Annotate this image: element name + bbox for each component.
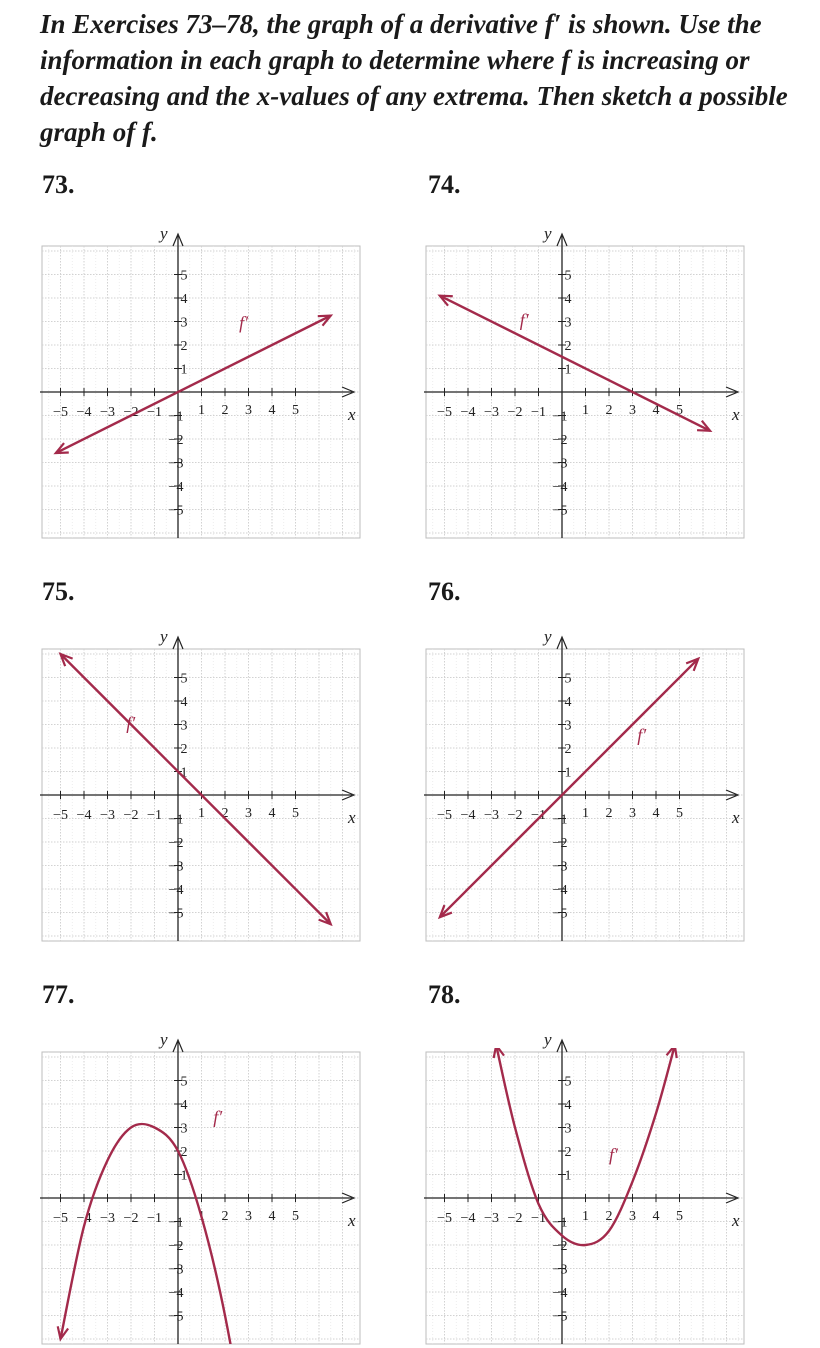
y-tick-label: 1: [564, 1168, 572, 1184]
y-tick-label: 5: [564, 268, 572, 284]
curve-label: f′: [239, 312, 249, 333]
x-tick-label: 1: [582, 1209, 589, 1224]
x-tick-label: −5: [53, 1211, 68, 1226]
y-axis-label: y: [544, 1030, 552, 1049]
y-tick-label: −2: [552, 433, 568, 448]
x-tick-label: −4: [76, 808, 92, 823]
y-axis-label: y: [160, 627, 168, 646]
x-axis-label: x: [348, 1211, 356, 1230]
y-axis-label: y: [544, 224, 552, 243]
y-tick-label: −4: [168, 480, 184, 495]
derivative-graph-77: [36, 1028, 366, 1348]
y-tick-label: −4: [552, 883, 568, 898]
x-tick-label: −4: [460, 405, 476, 420]
exercise-number-78: 78.: [428, 980, 461, 1009]
x-tick-label: −3: [484, 1211, 499, 1226]
y-tick-label: 4: [180, 1098, 188, 1113]
x-tick-label: 5: [676, 403, 683, 418]
y-tick-label: −2: [552, 836, 568, 851]
x-tick-label: −1: [147, 405, 162, 420]
x-tick-label: −4: [460, 1211, 476, 1226]
x-axis-label: x: [348, 405, 356, 424]
y-tick-label: −5: [552, 503, 568, 519]
y-tick-label: 5: [180, 671, 188, 687]
x-tick-label: 5: [292, 403, 299, 418]
y-tick-label: 2: [564, 339, 572, 354]
y-tick-label: −1: [552, 409, 568, 425]
exercise-number-73: 73.: [42, 170, 75, 199]
x-tick-label: 4: [652, 403, 660, 418]
x-tick-label: −2: [123, 405, 139, 420]
exercise-number-74: 74.: [428, 170, 461, 199]
x-tick-label: 1: [582, 806, 589, 821]
derivative-graph-78: [420, 1028, 750, 1348]
x-tick-label: −1: [147, 808, 162, 823]
derivative-graph-75: [36, 625, 366, 945]
y-tick-label: −1: [168, 812, 184, 828]
x-tick-label: −3: [484, 808, 499, 823]
x-tick-label: 3: [245, 806, 252, 821]
y-tick-label: −2: [168, 433, 184, 448]
x-tick-label: −2: [507, 808, 523, 823]
y-tick-label: 2: [564, 742, 572, 757]
x-tick-label: 5: [292, 1209, 299, 1224]
x-tick-label: 2: [605, 403, 613, 418]
x-tick-label: −5: [437, 1211, 452, 1226]
x-tick-label: 1: [198, 403, 205, 418]
y-tick-label: 5: [180, 1074, 188, 1090]
y-tick-label: 2: [564, 1145, 572, 1160]
derivative-graph-74: [420, 222, 750, 542]
y-tick-label: −1: [168, 409, 184, 425]
y-tick-label: −5: [168, 1309, 184, 1325]
y-axis-label: y: [160, 224, 168, 243]
x-tick-label: 5: [292, 806, 299, 821]
x-tick-label: −5: [53, 405, 68, 420]
x-tick-label: −4: [76, 1211, 92, 1226]
curve-label: f′: [519, 310, 529, 331]
y-axis-label: y: [544, 627, 552, 646]
x-axis-label: x: [348, 808, 356, 827]
x-tick-label: −3: [100, 1211, 115, 1226]
y-tick-label: −1: [552, 812, 568, 828]
y-tick-label: 4: [564, 292, 572, 307]
y-tick-label: −3: [168, 1262, 184, 1278]
y-tick-label: −3: [552, 1262, 568, 1278]
x-tick-label: −1: [531, 1211, 546, 1226]
x-tick-label: 3: [629, 806, 636, 821]
x-tick-label: 3: [245, 403, 252, 418]
y-tick-label: 4: [180, 695, 188, 710]
derivative-graph-76: [420, 625, 750, 945]
y-tick-label: 5: [180, 268, 188, 284]
y-tick-label: 4: [564, 1098, 572, 1113]
x-tick-label: −5: [437, 808, 452, 823]
x-tick-label: 1: [582, 403, 589, 418]
x-tick-label: 2: [221, 806, 229, 821]
x-tick-label: −2: [507, 405, 523, 420]
x-tick-label: 3: [245, 1209, 252, 1224]
x-tick-label: 3: [629, 1209, 636, 1224]
y-tick-label: 3: [564, 718, 572, 734]
y-tick-label: −4: [552, 1286, 568, 1301]
y-tick-label: −1: [168, 1215, 184, 1231]
x-tick-label: −2: [123, 1211, 139, 1226]
y-tick-label: 1: [180, 362, 188, 378]
x-tick-label: 4: [652, 1209, 660, 1224]
y-axis-label: y: [160, 1030, 168, 1049]
x-tick-label: 4: [652, 806, 660, 821]
y-tick-label: −3: [168, 859, 184, 875]
x-axis-label: x: [732, 808, 740, 827]
x-tick-label: 2: [221, 1209, 229, 1224]
exercise-number-76: 76.: [428, 577, 461, 606]
x-tick-label: −5: [53, 808, 68, 823]
y-tick-label: 2: [180, 339, 188, 354]
y-tick-label: −1: [552, 1215, 568, 1231]
x-tick-label: 5: [676, 806, 683, 821]
curve-label: f′: [609, 1144, 618, 1165]
derivative-graph-73: [36, 222, 366, 542]
x-tick-label: 4: [268, 403, 276, 418]
x-tick-label: 2: [605, 806, 613, 821]
x-tick-label: 2: [605, 1209, 613, 1224]
exercise-instructions: In Exercises 73–78, the graph of a derivative f′ is shown. Use the information in each graph to determine where f is increasing or decreasing and the x-values of any extrema. Then sketch a possible graph of f.: [40, 9, 788, 147]
y-tick-label: 4: [564, 695, 572, 710]
y-tick-label: 3: [564, 1121, 572, 1137]
x-tick-label: −3: [100, 808, 115, 823]
y-tick-label: 1: [180, 1168, 188, 1184]
x-tick-label: 1: [198, 1209, 205, 1224]
y-tick-label: −3: [552, 859, 568, 875]
y-tick-label: 1: [180, 765, 188, 781]
curve-label: f′: [637, 724, 647, 745]
y-tick-label: −5: [552, 906, 568, 922]
curve-label: f′: [213, 1106, 223, 1127]
x-tick-label: 1: [198, 806, 205, 821]
x-tick-label: −2: [507, 1211, 523, 1226]
y-tick-label: −5: [552, 1309, 568, 1325]
x-tick-label: 3: [629, 403, 636, 418]
x-tick-label: 4: [268, 806, 276, 821]
y-tick-label: 3: [180, 718, 188, 734]
x-tick-label: 5: [676, 1209, 683, 1224]
x-tick-label: −5: [437, 405, 452, 420]
y-tick-label: 5: [564, 1074, 572, 1090]
x-tick-label: −2: [123, 808, 139, 823]
y-tick-label: 3: [564, 315, 572, 331]
y-tick-label: −2: [168, 836, 184, 851]
y-tick-label: 2: [180, 742, 188, 757]
curve-label: f′: [126, 713, 136, 734]
x-tick-label: 4: [268, 1209, 276, 1224]
y-tick-label: 4: [180, 292, 188, 307]
y-tick-label: 3: [180, 1121, 188, 1137]
y-tick-label: −4: [168, 883, 184, 898]
x-tick-label: −1: [531, 808, 546, 823]
x-tick-label: −1: [147, 1211, 162, 1226]
y-tick-label: 1: [564, 362, 572, 378]
x-tick-label: 2: [221, 403, 229, 418]
exercise-number-75: 75.: [42, 577, 75, 606]
y-tick-label: 3: [180, 315, 188, 331]
y-tick-label: −4: [552, 480, 568, 495]
y-tick-label: 5: [564, 671, 572, 687]
y-tick-label: −4: [168, 1286, 184, 1301]
y-tick-label: −3: [552, 456, 568, 472]
y-tick-label: −5: [168, 906, 184, 922]
y-tick-label: −2: [552, 1239, 568, 1254]
x-tick-label: −4: [460, 808, 476, 823]
y-tick-label: −2: [168, 1239, 184, 1254]
x-axis-label: x: [732, 1211, 740, 1230]
x-tick-label: −4: [76, 405, 92, 420]
x-tick-label: −3: [100, 405, 115, 420]
y-tick-label: 1: [564, 765, 572, 781]
x-axis-label: x: [732, 405, 740, 424]
exercise-number-77: 77.: [42, 980, 75, 1009]
x-tick-label: −1: [531, 405, 546, 420]
y-tick-label: −5: [168, 503, 184, 519]
y-tick-label: 2: [180, 1145, 188, 1160]
x-tick-label: −3: [484, 405, 499, 420]
y-tick-label: −3: [168, 456, 184, 472]
